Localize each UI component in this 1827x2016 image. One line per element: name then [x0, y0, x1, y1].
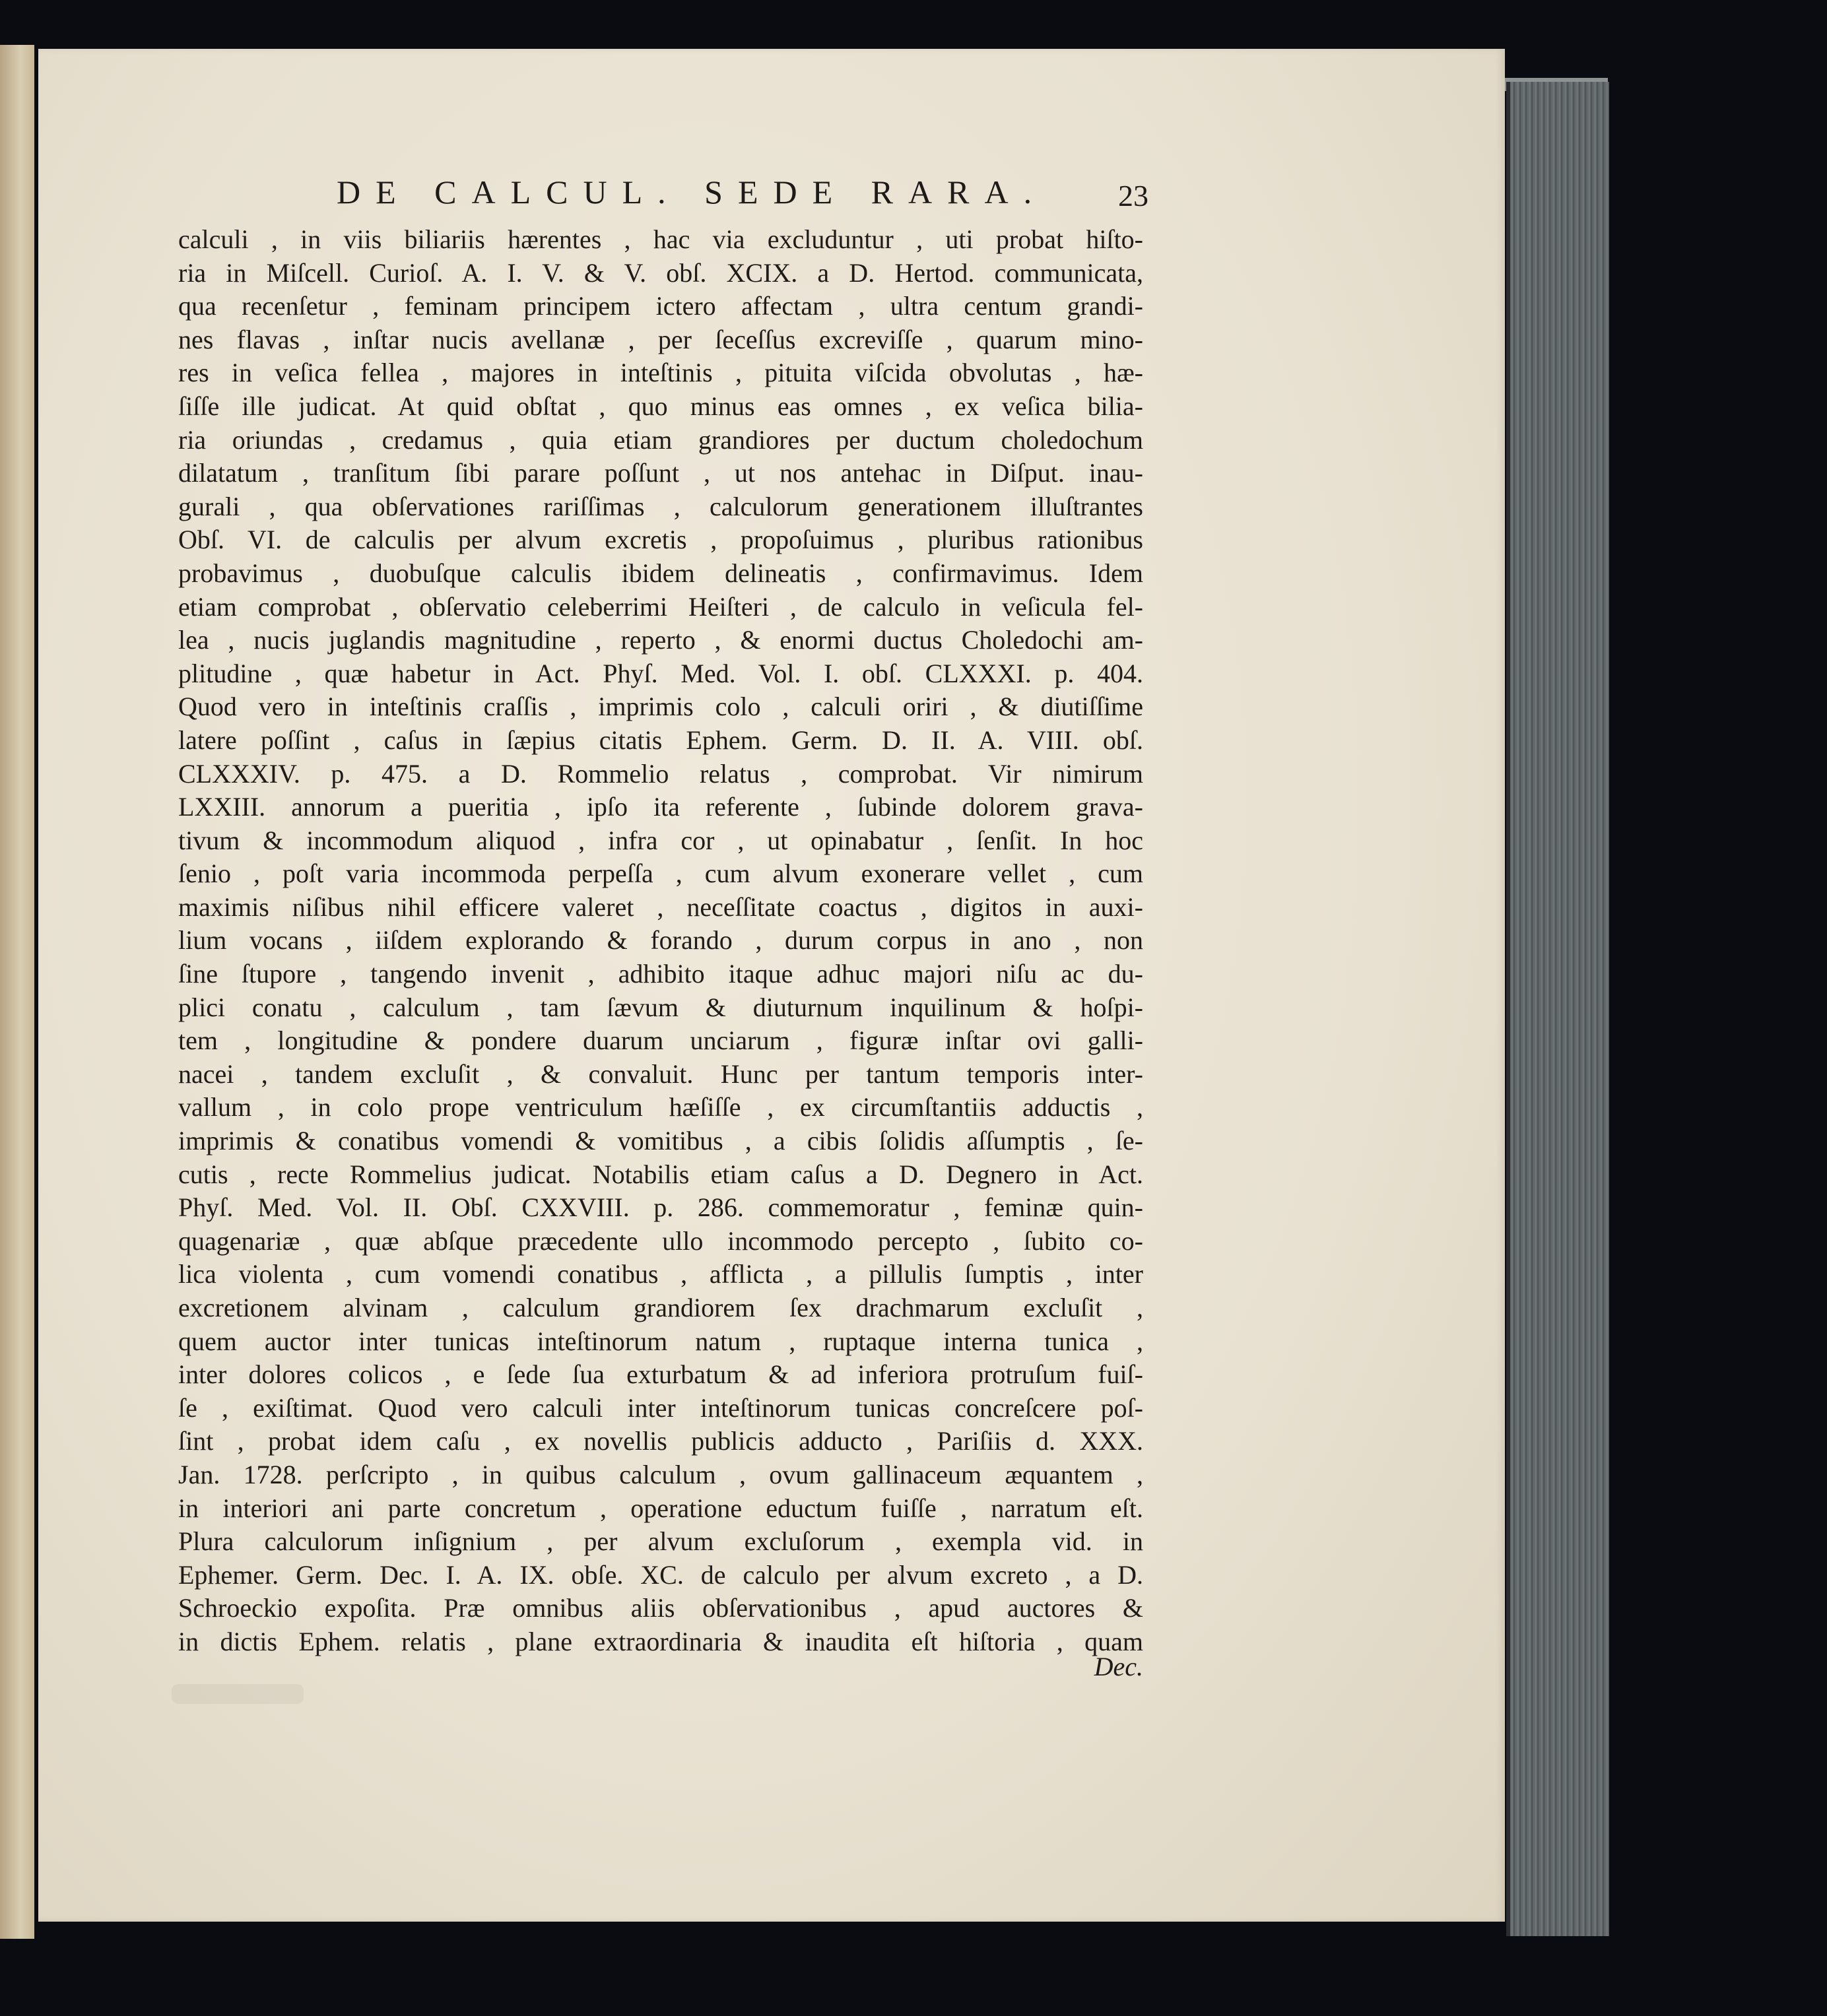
text-line: plici conatu , calculum , tam ſævum & diuturnum inquilinum & hoſpi-	[178, 992, 1143, 1022]
text-line: CLXXXIV. p. 475. a D. Rommelio relatus , comprobat. Vir nimirum	[178, 758, 1143, 789]
text-line: maximis niſibus nihil efficere valeret , neceſſitate coactus , digitos in auxi-	[178, 892, 1143, 922]
text-line: Plura calculorum inſignium , per alvum excluſorum , exempla vid. in	[178, 1526, 1143, 1557]
book-fore-edge	[1506, 82, 1609, 1936]
text-line: Ephemer. Germ. Dec. I. A. IX. obſe. XC. de calculo per alvum excreto , a D.	[178, 1559, 1143, 1590]
bleed-through-mark	[172, 1684, 304, 1704]
text-line: nes flavas , inſtar nucis avellanæ , per ſeceſſus excreviſſe , quarum mino-	[178, 324, 1143, 354]
text-line: ria in Miſcell. Curioſ. A. I. V. & V. obſ. XCIX. a D. Hertod. communicata,	[178, 257, 1143, 288]
text-line: plitudine , quæ habetur in Act. Phyſ. Med. Vol. I. obſ. CLXXXI. p. 404.	[178, 658, 1143, 688]
text-line: tivum & incommodum aliquod , infra cor , ut opinabatur , ſenſit. In hoc	[178, 825, 1143, 855]
text-line: ſint , probat idem caſu , ex novellis publicis adducto , Pariſiis d. XXX.	[178, 1426, 1143, 1456]
text-line: Schroeckio expoſita. Præ omnibus aliis obſervationibus , apud auctores &	[178, 1593, 1143, 1623]
text-line: ſenio , poſt varia incommoda perpeſſa , cum alvum exonerare vellet , cum	[178, 859, 1143, 889]
text-line: gurali , qua obſervationes rariſſimas , calculorum generationem illuſtrantes	[178, 491, 1143, 521]
running-title: DE CALCUL. SEDE RARA.	[337, 174, 1047, 211]
text-line: tem , longitudine & pondere duarum unciarum , figuræ inſtar ovi galli-	[178, 1025, 1143, 1056]
text-line: ſine ſtupore , tangendo invenit , adhibito itaque adhuc majori niſu ac du-	[178, 959, 1143, 989]
page-number: 23	[1118, 179, 1148, 212]
text-line: latere poſſint , caſus in ſæpius citatis Ephem. Germ. D. II. A. VIII. obſ.	[178, 725, 1143, 755]
text-line: cutis , recte Rommelius judicat. Notabilis etiam caſus a D. Degnero in Act.	[178, 1159, 1143, 1189]
text-line: vallum , in colo prope ventriculum hæſiſſe , ex circumſtantiis adductis ,	[178, 1092, 1143, 1122]
text-line: probavimus , duobuſque calculis ibidem delineatis , confirmavimus. Idem	[178, 558, 1143, 588]
body-text	[178, 223, 1143, 1659]
text-line: calculi , in viis biliariis hærentes , hac via excluduntur , uti probat hiſto-	[178, 224, 1143, 254]
text-line: Quod vero in inteſtinis craſſis , imprimis colo , calculi oriri , & diutiſſime	[178, 692, 1143, 722]
text-line: res in veſica fellea , majores in inteſtinis , pituita viſcida obvolutas , hæ-	[178, 358, 1143, 388]
text-line: lea , nucis juglandis magnitudine , reperto , & enormi ductus Choledochi am-	[178, 625, 1143, 655]
facing-page-edge	[0, 45, 34, 1939]
text-line: ſe , exiſtimat. Quod vero calculi inter inteſtinorum tunicas concreſcere poſ-	[178, 1392, 1143, 1423]
text-line: in interiori ani parte concretum , operatione eductum fuiſſe , narratum eſt.	[178, 1493, 1143, 1523]
text-line: Obſ. VI. de calculis per alvum excretis , propoſuimus , pluribus rationibus	[178, 525, 1143, 555]
text-line: Jan. 1728. perſcripto , in quibus calculum , ovum gallinaceum æquantem ,	[178, 1459, 1143, 1489]
page-header	[337, 173, 1148, 219]
text-line: etiam comprobat , obſervatio celeberrimi Heiſteri , de calculo in veſicula fel-	[178, 591, 1143, 622]
text-line: Phyſ. Med. Vol. II. Obſ. CXXVIII. p. 286. commemoratur , feminæ quin-	[178, 1192, 1143, 1223]
text-line: qua recenſetur , feminam principem ictero affectam , ultra centum grandi-	[178, 291, 1143, 321]
text-line: excretionem alvinam , calculum grandiorem ſex drachmarum excluſit ,	[178, 1293, 1143, 1322]
text-line: lica violenta , cum vomendi conatibus , afflicta , a pillulis ſumptis , inter	[178, 1259, 1143, 1289]
text-line: dilatatum , tranſitum ſibi parare poſſunt , ut nos antehac in Diſput. inau-	[178, 458, 1143, 488]
text-line: quem auctor inter tunicas inteſtinorum natum , ruptaque interna tunica ,	[178, 1326, 1143, 1356]
text-line: ſiſſe ille judicat. At quid obſtat , quo minus eas omnes , ex veſica bilia-	[178, 391, 1143, 421]
text-line: nacei , tandem excluſit , & convaluit. Hunc per tantum temporis inter-	[178, 1058, 1143, 1089]
text-line: ria oriundas , credamus , quia etiam grandiores per ductum choledochum	[178, 424, 1143, 455]
text-line: quagenariæ , quæ abſque præcedente ullo incommodo percepto , ſubito co-	[178, 1225, 1143, 1256]
text-line: LXXIII. annorum a pueritia , ipſo ita referente , ſubinde dolorem grava-	[178, 792, 1143, 822]
catchword: Dec.	[1094, 1652, 1143, 1681]
text-line: inter dolores colicos , e ſede ſua exturbatum & ad inferiora protruſum fuiſ-	[178, 1359, 1143, 1390]
text-line: imprimis & conatibus vomendi & vomitibus , a cibis ſolidis aſſumptis , ſe-	[178, 1126, 1143, 1156]
text-line: lium vocans , iiſdem explorando & forando , durum corpus in ano , non	[178, 925, 1143, 956]
text-line: in dictis Ephem. relatis , plane extraordinaria & inaudita eſt hiſtoria , quam	[178, 1626, 1143, 1656]
